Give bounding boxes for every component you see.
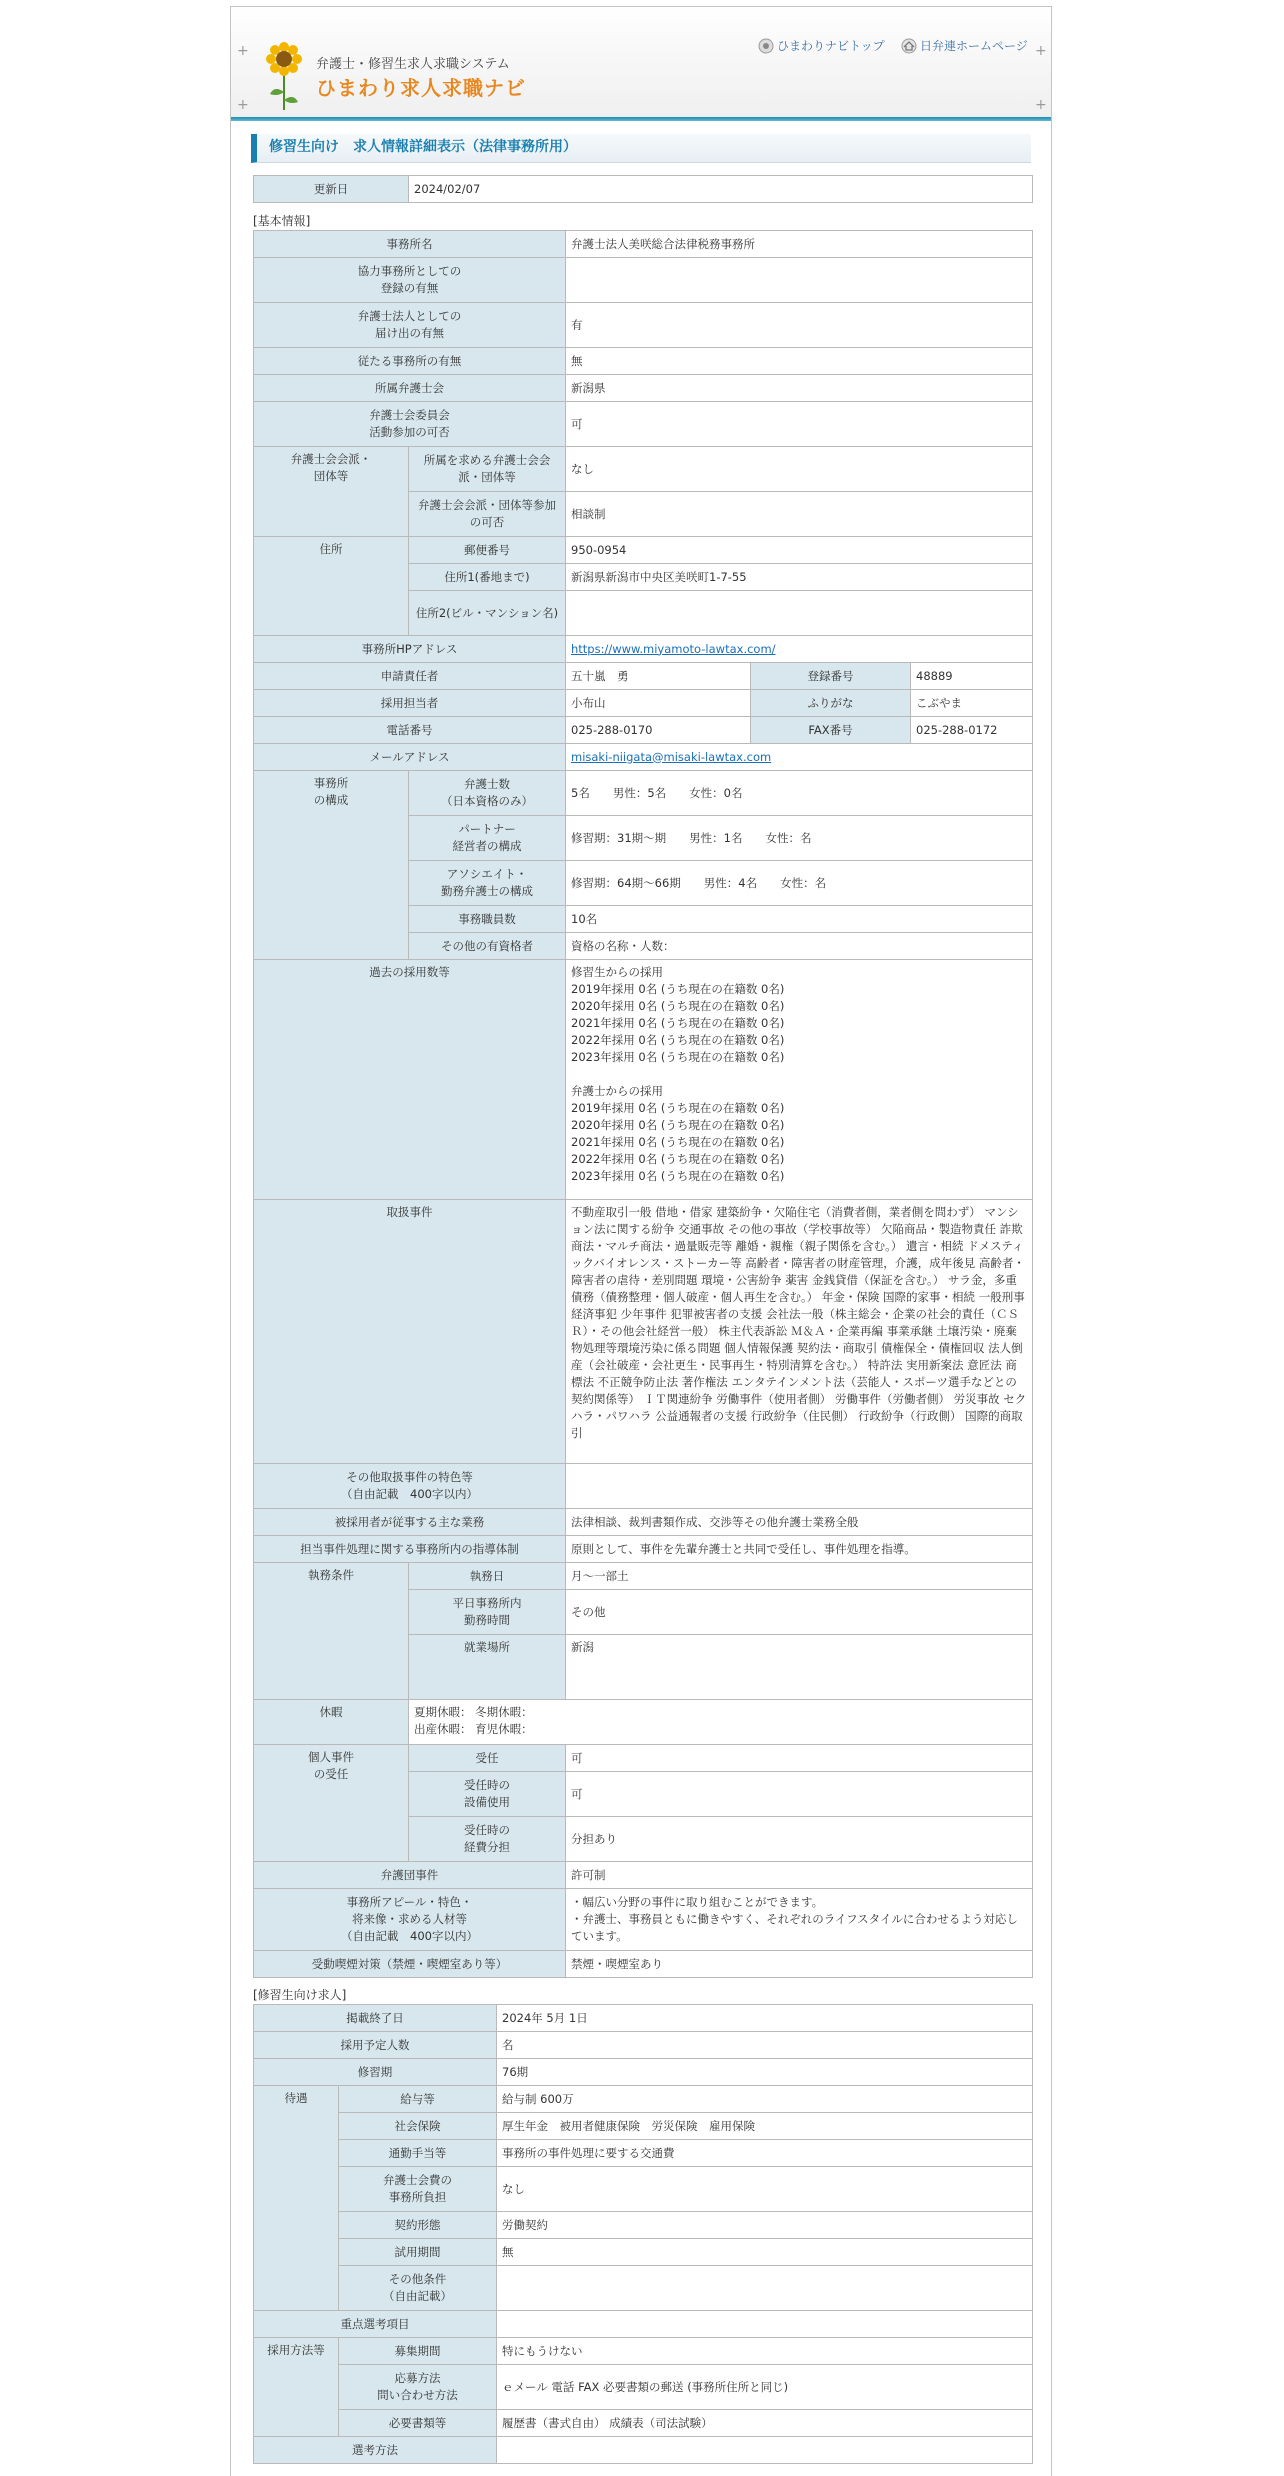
main-work-value: 法律相談、裁判書類作成、交渉等その他弁護士業務全般 [566,1509,1033,1536]
end-date-value: 2024年 5月 1日 [497,2005,1033,2032]
other-qualified-label: その他の有資格者 [409,933,566,960]
guidance-value: 原則として、事件を先輩弁護士と共同で受任し、事件処理を指導。 [566,1536,1033,1563]
commute-label: 通勤手当等 [339,2140,497,2167]
fee-label: 弁護士会費の 事務所負担 [339,2167,497,2212]
term-label: 修習期 [254,2059,497,2086]
group-case-label: 弁護団事件 [254,1862,566,1889]
nav-himawari-top[interactable] [758,37,885,55]
method-label: 採用方法等 [254,2338,339,2437]
personal-cost-label: 受任時の 経費分担 [409,1817,566,1862]
committee-value: 可 [566,402,1033,447]
work-days-value: 月〜一部土 [566,1563,1033,1590]
hp-link[interactable]: https://www.miyamoto-lawtax.com/ [571,641,776,656]
term-value: 76期 [497,2059,1033,2086]
registration-label: 登録番号 [751,663,911,690]
faction-sub2-label: 弁護士会会派・団体等参加の可否 [409,492,566,537]
trial-value: 無 [497,2239,1033,2266]
trainee-section-label: [修習生向け求人] [253,1988,347,2002]
insurance-value: 厚生年金 被用者健康保険 労災保険 雇用保険 [497,2113,1033,2140]
address2-value [566,591,1033,636]
hp-label: 事務所HPアドレス [254,636,566,663]
guidance-label: 担当事件処理に関する事務所内の指導体制 [254,1536,566,1563]
past-hiring-value: 修習生からの採用 2019年採用 0名 (うち現在の在籍数 0名) 2020年採用 0名 (うち現在の在籍数 0名) 2021年採用 0名 (うち現在の在籍数 0名) 2022年採用 0名 (うち現在の在籍数 0名) 2023年採用 0名 (うち現在の在籍数 0名) 弁護士からの採用 2019年採用 0名 (うち現在の在籍数 0名) 2020年採用 0名 (うち現在の在籍数 0名) 2021年採用 0名 (うち現在の在籍数 0名) 2022年採用 0名 (うち現在の在籍数 0名) 2023年採用 0名 (うち現在の在籍数 0名) [566,960,1033,1200]
contract-label: 契約形態 [339,2212,497,2239]
personal-equip-value: 可 [566,1772,1033,1817]
personal-case-label: 個人事件 の受任 [254,1745,409,1862]
office-name-label: 事務所名 [254,231,566,258]
fax-value: 025-288-0172 [911,717,1033,744]
selection-label: 選考方法 [254,2437,497,2464]
furigana-value: こぶやま [911,690,1033,717]
past-hiring-label: 過去の採用数等 [254,960,566,1200]
page-title: 修習生向け 求人情報詳細表示（法律事務所用） [269,139,577,155]
phone-value: 025-288-0170 [566,717,751,744]
docs-value: 履歴書（書式自由） 成績表（司法試験） [497,2410,1033,2437]
system-name: 弁護士・修習生求人求職システム [316,57,510,72]
faction-label: 弁護士会会派・ 団体等 [254,447,409,537]
work-conditions-label: 執務条件 [254,1563,409,1700]
other-conditions-value [497,2266,1033,2311]
page-frame [230,6,1052,2476]
header-divider [231,117,1051,121]
fax-label: FAX番号 [751,717,911,744]
address1-label: 住所1(番地まで) [409,564,566,591]
commute-value: 事務所の事件処理に要する交通費 [497,2140,1033,2167]
update-value: 2024/02/07 [409,176,1033,203]
other-conditions-label: その他条件 （自由記載） [339,2266,497,2311]
associate-label: アソシエイト・ 勤務弁護士の構成 [409,861,566,906]
other-qualified-value: 資格の名称・人数： [566,933,1033,960]
cooperation-value [566,258,1033,303]
office-name-value: 弁護士法人美咲総合法律税務事務所 [566,231,1033,258]
update-label: 更新日 [254,176,409,203]
apply-value: ｅメール 電話 FAX 必要書類の郵送 (事務所住所と同じ) [497,2365,1033,2410]
committee-label: 弁護士会委員会 活動参加の可否 [254,402,566,447]
address2-label: 住所2(ビル・マンション名) [409,591,566,636]
lawyers-label: 弁護士数 （日本資格のみ） [409,771,566,816]
planned-value: 名 [497,2032,1033,2059]
faction-sub2-value: 相談制 [566,492,1033,537]
smoking-value: 禁煙・喫煙室あり [566,1951,1033,1978]
salary-label: 給与等 [339,2086,497,2113]
site-header [231,7,1051,117]
work-hours-label: 平日事務所内 勤務時間 [409,1590,566,1635]
personal-equip-label: 受任時の 設備使用 [409,1772,566,1817]
update-table [253,175,1033,203]
appeal-label: 事務所アピール・特色・ 将来像・求める人材等 （自由記載 400字以内） [254,1889,566,1951]
nav-nichibenren-home-label: 日弁連ホームページ [920,39,1028,53]
mail-label: メールアドレス [254,744,566,771]
work-hours-value: その他 [566,1590,1033,1635]
selection-value [497,2437,1033,2464]
basic-info-table [253,230,1033,1978]
sunflower-logo-icon[interactable] [264,40,304,112]
mail-link[interactable]: misaki-niigata@misaki-lawtax.com [571,749,772,764]
address1-value: 新潟県新潟市中央区美咲町1-7-55 [566,564,1033,591]
personal-cost-value: 分担あり [566,1817,1033,1862]
period-label: 募集期間 [339,2338,497,2365]
main-work-label: 被採用者が従事する主な業務 [254,1509,566,1536]
end-date-label: 掲載終了日 [254,2005,497,2032]
trial-label: 試用期間 [339,2239,497,2266]
other-features-label: その他取扱事件の特色等 （自由記載 400字以内） [254,1464,566,1509]
personal-accept-value: 可 [566,1745,1033,1772]
bar-label: 所属弁護士会 [254,375,566,402]
cases-label: 取扱事件 [254,1200,566,1464]
corner-mark: + [237,43,249,59]
group-case-value: 許可制 [566,1862,1033,1889]
phone-label: 電話番号 [254,717,566,744]
corp-label: 弁護士法人としての 届け出の有無 [254,303,566,348]
work-place-label: 就業場所 [409,1635,566,1700]
applicant-label: 申請責任者 [254,663,566,690]
partner-label: パートナー 経営者の構成 [409,816,566,861]
planned-label: 採用予定人数 [254,2032,497,2059]
cases-value: 不動産取引一般 借地・借家 建築紛争・欠陥住宅（消費者側，業者側を問わず） マンション法に関する紛争 交通事故 その他の事故（学校事故等） 欠陥商品・製造物責任 詐欺商法・マルチ商法・過量販売等 離婚・親権（親子関係を含む。） 遺言・相続 ドメスティックバイオレンス・ストーカー等 高齢者・障害者の財産管理，介護，成年後見 高齢者・障害者の虐待・差別問題 環境・公害紛争 薬害 金銭貸借（保証を含む。） サラ金，多重債務（債務整理・個人破産・個人再生を含む。） 年金・保険 国際的家事・相続 一般刑事 経済事犯 少年事件 犯罪被害者の支援 会社法一般（株主総会・企業の社会的責任（ＣＳＲ）・その他会社経営一般） 株主代表訴訟 Ｍ＆Ａ・企業再編 事業承継 土壌汚染・廃棄物処理等環境汚染に係る問題 個人情報保護 契約法・商取引 債権保全・債権回収 法人倒産（会社破産・会社更生・民事再生・特別清算を含む。） 特許法 実用新案法 意匠法 商標法 不正競争防止法 著作権法 エンタテインメント法（芸能人・スポーツ選手などとの契約関係等） ＩＴ関連紛争 労働事件（使用者側） 労働事件（労働者側） 労災事故 セクハラ・パワハラ 公益通報者の支援 行政紛争（住民側） 行政紛争（行政側） 国際的商取引 [566,1200,1033,1464]
home-icon [901,38,917,54]
focus-label: 重点選考項目 [254,2311,497,2338]
apply-label: 応募方法 問い合わせ方法 [339,2365,497,2410]
nav-himawari-top-label: ひまわりナビトップ [777,39,885,53]
corner-mark: + [1035,43,1047,59]
corner-mark: + [237,97,249,113]
corp-value: 有 [566,303,1033,348]
appeal-value: ・幅広い分野の事件に取り組むことができます。 ・弁護士、事務員ともに働きやすく、それぞれのライフスタイルに合わせるよう対応しています。 [566,1889,1033,1951]
sunflower-icon [758,38,774,54]
zip-label: 郵便番号 [409,537,566,564]
basic-section-label: [基本情報] [253,214,311,228]
work-place-value: 新潟 [566,1635,1033,1700]
composition-label: 事務所 の構成 [254,771,409,960]
recruiter-label: 採用担当者 [254,690,566,717]
applicant-value: 五十嵐 勇 [566,663,751,690]
contract-value: 労働契約 [497,2212,1033,2239]
corner-mark: + [1035,97,1047,113]
recruiter-value: 小布山 [566,690,751,717]
docs-label: 必要書類等 [339,2410,497,2437]
holiday-label: 休暇 [254,1700,409,1745]
focus-value [497,2311,1033,2338]
salary-value: 給与制 600万 [497,2086,1033,2113]
smoking-label: 受動喫煙対策（禁煙・喫煙室あり等） [254,1951,566,1978]
associate-value: 修習期：64期〜66期 男性：4名 女性：名 [566,861,1033,906]
faction-sub1-label: 所属を求める弁護士会会派・団体等 [409,447,566,492]
page-title-bar [251,134,1031,163]
partner-value: 修習期：31期〜期 男性：1名 女性：名 [566,816,1033,861]
zip-value: 950-0954 [566,537,1033,564]
trainee-table [253,2004,1033,2464]
cooperation-label: 協力事務所としての 登録の有無 [254,258,566,303]
fee-value: なし [497,2167,1033,2212]
treatment-label: 待遇 [254,2086,339,2311]
personal-accept-label: 受任 [409,1745,566,1772]
work-days-label: 執務日 [409,1563,566,1590]
site-name[interactable]: ひまわり求人求職ナビ [316,76,526,100]
address-label: 住所 [254,537,409,636]
faction-sub1-value: なし [566,447,1033,492]
period-value: 特にもうけない [497,2338,1033,2365]
insurance-label: 社会保険 [339,2113,497,2140]
bar-value: 新潟県 [566,375,1033,402]
lawyers-value: 5名 男性：5名 女性：0名 [566,771,1033,816]
staff-label: 事務職員数 [409,906,566,933]
registration-value: 48889 [911,663,1033,690]
furigana-label: ふりがな [751,690,911,717]
nav-nichibenren-home[interactable] [901,37,1028,55]
holiday-value: 夏期休暇： 冬期休暇： 出産休暇： 育児休暇： [409,1700,1033,1745]
staff-value: 10名 [566,906,1033,933]
sub-office-label: 従たる事務所の有無 [254,348,566,375]
other-features-value [566,1464,1033,1509]
sub-office-value: 無 [566,348,1033,375]
